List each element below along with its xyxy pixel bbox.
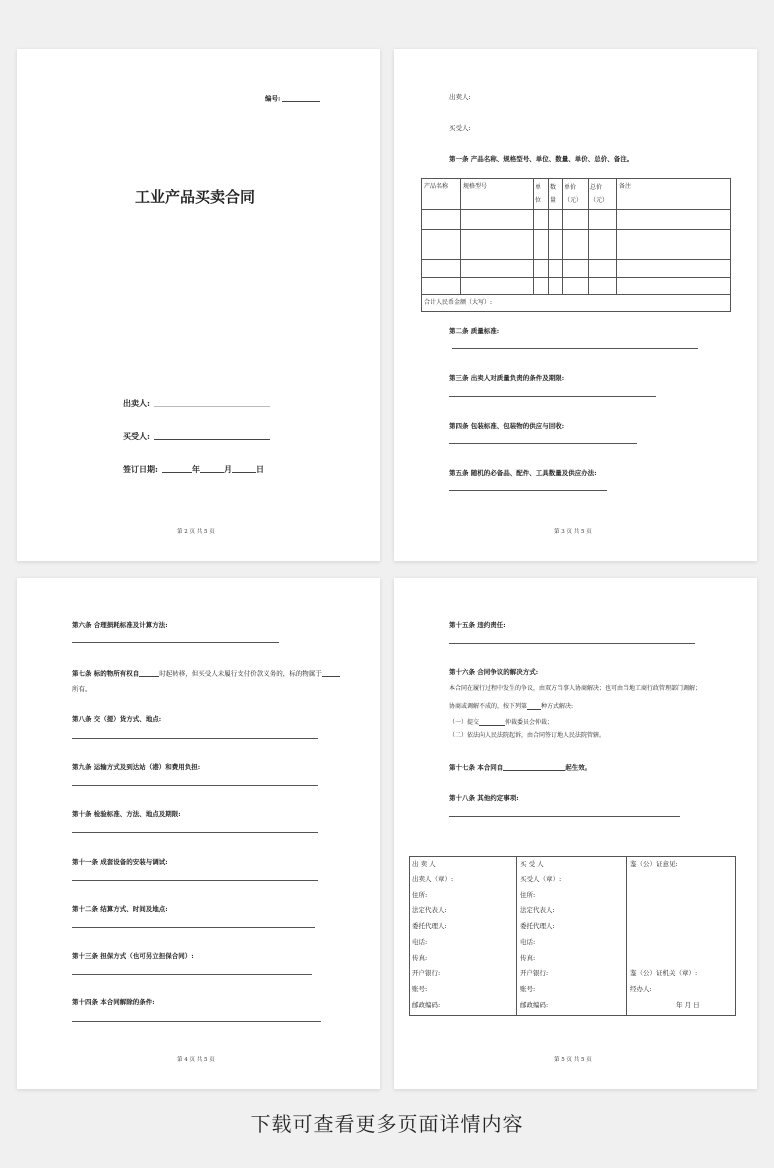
- article-14: 第十四条 本合同解除的条件:: [72, 998, 155, 1006]
- seller-field[interactable]: [154, 399, 270, 407]
- article-12: 第十二条 结算方式、时间及地点:: [72, 905, 168, 913]
- article-16-line-2-start: 协商或调解不成的，按下列第: [449, 703, 528, 710]
- page-4: [394, 578, 757, 1089]
- article-7-start: 第七条 标的物所有权自: [72, 669, 140, 678]
- arbitration-commission-field[interactable]: [479, 718, 505, 726]
- article-10: 第十条 检验标准、方法、地点及期限:: [72, 810, 181, 818]
- article-13-field[interactable]: [72, 974, 312, 975]
- resolution-method-field[interactable]: [527, 702, 541, 710]
- buyer-field-2: 法定代表人:: [520, 906, 555, 914]
- article-18: 第十八条 其他约定事项:: [449, 794, 519, 802]
- col-header-total: 总价（元）: [590, 184, 609, 204]
- effective-date-field[interactable]: [503, 763, 565, 771]
- article-8: 第八条 交（提）货方式、地点:: [72, 715, 162, 723]
- download-banner[interactable]: 下载可查看更多页面详情内容: [250, 1112, 524, 1136]
- buyer-field-6: 开户银行:: [520, 969, 549, 977]
- buyer-field-4: 电话:: [520, 938, 536, 946]
- seller-line: 出卖人:: [449, 93, 471, 101]
- day-label: 日: [255, 464, 264, 474]
- article-17-end: 起生效。: [565, 763, 592, 772]
- article-16-line-1: 本合同在履行过程中发生的争议，由双方当事人协商解决；也可由当地工商行政管理部门调解；: [449, 685, 702, 692]
- ownership-time-field[interactable]: [139, 669, 159, 677]
- page-footer: 第 5 页 共 5 页: [554, 1057, 592, 1063]
- seller-column-title: 出 卖 人: [412, 860, 436, 868]
- day-field[interactable]: [232, 465, 256, 473]
- buyer-field-5: 传真:: [520, 954, 536, 962]
- article-4-field[interactable]: [449, 443, 637, 444]
- article-6: 第六条 合理损耗标准及计算方法:: [72, 621, 168, 629]
- page-3: [17, 578, 380, 1089]
- month-field[interactable]: [200, 465, 224, 473]
- article-6-field[interactable]: [72, 642, 279, 643]
- year-field[interactable]: [162, 465, 192, 473]
- certification-column-title: 鉴（公）证意见:: [630, 860, 678, 868]
- article-11: 第十一条 成套设备的安装与调试:: [72, 858, 168, 866]
- article-7-middle: 时起转移，但买受人未履行支付价款义务的，标的物属于: [159, 669, 322, 678]
- buyer-label: 买受人:: [123, 431, 150, 441]
- seller-field-2: 法定代表人:: [412, 906, 447, 914]
- col-header-name: 产品名称: [424, 183, 449, 190]
- col-header-remark: 备注: [619, 183, 632, 190]
- col-header-price: 单价（元）: [564, 184, 583, 204]
- seller-field-7: 账号:: [412, 985, 428, 993]
- article-2: 第二条 质量标准:: [449, 327, 500, 335]
- page-1: [17, 49, 380, 561]
- article-13: 第十三条 担保方式（也可另立担保合同）:: [72, 952, 194, 960]
- article-18-field[interactable]: [449, 816, 680, 817]
- buyer-line: 买受人:: [449, 124, 471, 132]
- article-16-line-3-start: （一）提交: [449, 719, 480, 726]
- article-1: 第一条 产品名称、规格型号、单位、数量、单价、总价、备注。: [449, 155, 634, 163]
- buyer-field-7: 账号:: [520, 985, 536, 993]
- article-3: 第三条 出卖人对质量负责的条件及期限:: [449, 374, 565, 382]
- article-8-field[interactable]: [72, 738, 318, 739]
- handler: 经办人:: [630, 985, 652, 993]
- contract-number-label: 编号:: [265, 94, 281, 103]
- article-4: 第四条 包装标准、包装物的供应与回收:: [449, 422, 565, 430]
- col-header-qty: 数量: [550, 184, 557, 204]
- buyer-field-1: 住所:: [520, 891, 536, 899]
- buyer-column-title: 买 受 人: [520, 860, 544, 868]
- total-amount-row: 合计人民币金额（大写）:: [424, 299, 493, 306]
- signature-table: [409, 856, 736, 1016]
- seller-field-8: 邮政编码:: [412, 1001, 441, 1009]
- article-15-field[interactable]: [449, 643, 695, 644]
- seller-field-4: 电话:: [412, 938, 428, 946]
- buyer-field-3: 委托代理人:: [520, 922, 555, 930]
- article-15: 第十五条 违约责任:: [449, 621, 506, 629]
- year-label: 年: [191, 464, 200, 474]
- article-14-field[interactable]: [72, 1021, 321, 1022]
- sign-date-label: 签订日期:: [123, 464, 158, 474]
- article-16-line-2-end: 种方式解决:: [541, 703, 574, 710]
- seller-field-0: 出卖人（章）:: [412, 875, 454, 883]
- buyer-field-8: 邮政编码:: [520, 1001, 549, 1009]
- seller-field-6: 开户银行:: [412, 969, 441, 977]
- certification-org: 鉴（公）证机关（章）:: [630, 969, 698, 977]
- col-header-unit: 单位: [535, 184, 542, 204]
- seller-field-3: 委托代理人:: [412, 922, 447, 930]
- article-7-end: 所有。: [72, 685, 92, 693]
- article-5: 第五条 随机的必备品、配件、工具数量及供应办法:: [449, 469, 597, 477]
- page-footer: 第 2 页 共 5 页: [177, 529, 215, 535]
- article-16: 第十六条 合同争议的解决方式:: [449, 668, 539, 676]
- article-16-line-3-end: 仲裁委员会仲裁；: [505, 719, 554, 726]
- article-2-field[interactable]: [452, 348, 698, 349]
- article-9-field[interactable]: [72, 785, 318, 786]
- article-17-start: 第十七条 本合同自: [449, 763, 504, 772]
- seller-field-1: 住所:: [412, 891, 428, 899]
- article-3-field[interactable]: [449, 396, 656, 397]
- month-label: 月: [223, 464, 232, 474]
- page-2: [394, 49, 757, 561]
- article-12-field[interactable]: [72, 927, 315, 928]
- certification-date: 年 月 日: [676, 1001, 700, 1009]
- seller-field-5: 传真:: [412, 954, 428, 962]
- buyer-field-0: 买受人（章）:: [520, 875, 562, 883]
- contract-number-field[interactable]: [282, 94, 320, 102]
- article-10-field[interactable]: [72, 832, 318, 833]
- article-5-field[interactable]: [449, 490, 607, 491]
- buyer-field[interactable]: [154, 432, 270, 440]
- article-9: 第九条 运输方式及到达站（港）和费用负担:: [72, 763, 201, 771]
- document-title: 工业产品买卖合同: [135, 188, 256, 206]
- ownership-party-field[interactable]: [322, 669, 340, 677]
- page-footer: 第 4 页 共 5 页: [177, 1057, 215, 1063]
- col-header-spec: 规格型号: [463, 183, 488, 190]
- page-footer: 第 3 页 共 5 页: [554, 529, 592, 535]
- article-11-field[interactable]: [72, 880, 318, 881]
- seller-label: 出卖人:: [123, 398, 150, 408]
- article-16-line-4: （二）依法向人民法院起诉，由合同签订地人民法院管辖。: [449, 732, 606, 739]
